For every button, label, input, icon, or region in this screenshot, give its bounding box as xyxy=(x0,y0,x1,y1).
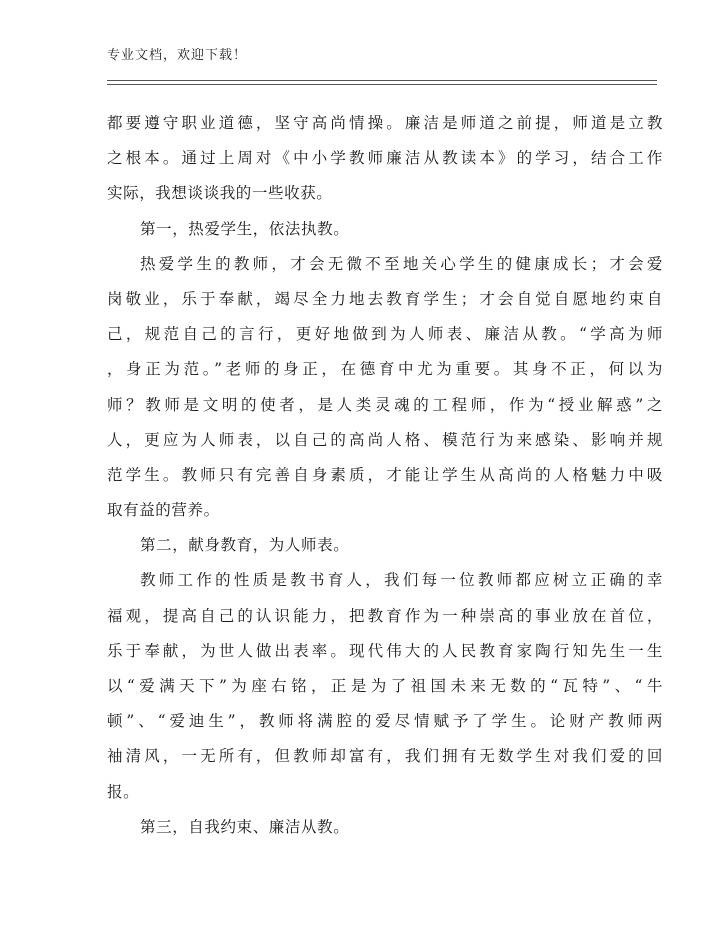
text-line: 岗敬业，乐于奉献，竭尽全力地去教育学生；才会自觉自愿地约束自 xyxy=(107,289,663,308)
text-line: 第三，自我约束、廉洁从教。 xyxy=(140,817,350,836)
text-line: 袖清风，一无所有，但教师却富有，我们拥有无数学生对我们爱的回 xyxy=(107,747,663,766)
text-line: 取有益的营养。 xyxy=(107,501,220,520)
text-line: 实际，我想谈谈我的一些收获。 xyxy=(107,184,333,203)
header-rule-top xyxy=(107,80,657,81)
text-line: 乐于奉献，为世人做出表率。现代伟大的人民教育家陶行知先生一生 xyxy=(107,641,663,660)
page-header: 专业文档，欢迎下载！ xyxy=(107,48,248,63)
text-line: 范学生。教师只有完善自身素质，才能让学生从高尚的人格魅力中吸 xyxy=(107,465,663,484)
text-line: 报。 xyxy=(107,782,140,801)
text-line: 第一，热爱学生，依法执教。 xyxy=(140,219,350,238)
text-line: 第二，献身教育，为人师表。 xyxy=(140,536,350,555)
text-line: 都要遵守职业道德，坚守高尚情操。廉洁是师道之前提，师道是立教 xyxy=(107,114,663,132)
text-line: 人，更应为人师表，以自己的高尚人格、模范行为来感染、影响并规 xyxy=(107,430,663,449)
text-line: 师？教师是文明的使者，是人类灵魂的工程师，作为“授业解惑”之 xyxy=(107,395,663,414)
text-line: 顿”、“爱迪生”，教师将满腔的爱尽情赋予了学生。论财产教师两 xyxy=(107,712,663,731)
document-body xyxy=(107,106,663,845)
text-line: 热爱学生的教师，才会无微不至地关心学生的健康成长；才会爱 xyxy=(140,254,663,273)
text-line: ，身正为范。”老师的身正，在德育中尤为重要。其身不正，何以为 xyxy=(107,360,663,379)
header-rule-bottom xyxy=(107,84,657,85)
text-line: 以“爱满天下”为座右铭，正是为了祖国未来无数的“瓦特”、“牛 xyxy=(107,677,663,695)
text-line: 之根本。通过上周对《中小学教师廉洁从教读本》的学习，结合工作 xyxy=(107,149,663,168)
text-line: 福观，提高自己的认识能力，把教育作为一种崇高的事业放在首位， xyxy=(107,606,663,625)
text-line: 己，规范自己的言行，更好地做到为人师表、廉洁从教。“学高为师 xyxy=(107,325,663,344)
text-line: 教师工作的性质是教书育人，我们每一位教师都应树立正确的幸 xyxy=(140,571,663,590)
